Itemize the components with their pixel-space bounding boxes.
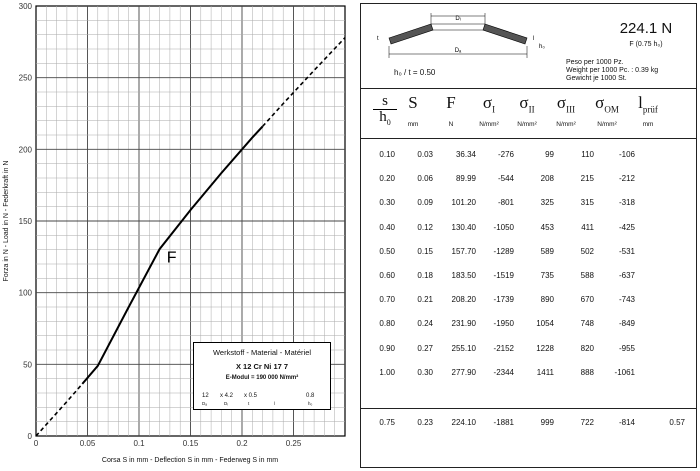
table-cell: 110 [581, 150, 594, 159]
table-cell: -2344 [493, 367, 514, 377]
table-cell: 208.20 [451, 295, 476, 305]
col-header-unit: mm [407, 121, 419, 129]
table-cell: 315 [580, 198, 594, 208]
weight-line-de: Gewicht je 1000 St. [566, 75, 627, 82]
dim-height-symbol: h₀ [308, 401, 313, 406]
table-cell: 0.40 [379, 222, 395, 232]
table-cell: 277.90 [451, 367, 476, 377]
x-axis-title: Corsa S in mm - Deflection S in mm - Federweg S in mm [101, 457, 279, 464]
table-cell: -2152 [493, 343, 514, 353]
table-cell: 748 [580, 319, 594, 329]
table-row [361, 344, 696, 358]
summary-divider [361, 408, 696, 409]
table-row [361, 368, 696, 382]
table-cell: -1739 [493, 295, 514, 305]
table-header [361, 4, 696, 89]
table-cell: 0.21 [417, 295, 433, 305]
x-tick-label: 0.05 [79, 439, 96, 448]
col-header-5 [587, 94, 627, 128]
table-cell: 99 [545, 150, 554, 159]
y-tick-label: 200 [18, 145, 32, 155]
table-cell: 0.03 [417, 150, 433, 159]
col-header-symbol: $\sigma_{OM}$ [595, 93, 619, 115]
table-cell: 890 [540, 295, 554, 305]
table-cell: 325 [540, 198, 554, 208]
profile-label-h: h₀ [539, 44, 545, 50]
table-cell: 588 [580, 271, 594, 280]
col-header-unit: N/mm² [479, 121, 499, 129]
table-cell: 0.20 [379, 174, 395, 184]
summary-cell: 0.57 [669, 418, 685, 427]
col-header-3 [507, 94, 547, 128]
table-cell: 453 [540, 222, 554, 232]
ratio-den-h: h [379, 109, 387, 125]
weight-line-it: Peso per 1000 Pz. [566, 59, 624, 66]
summary-cell: 722 [580, 418, 594, 427]
col-header-unit: N/mm² [517, 121, 537, 129]
table-cell: -212 [618, 174, 635, 184]
summary-cell: -814 [618, 418, 635, 427]
table-cell: 1054 [536, 319, 554, 329]
table-cell: 255.10 [451, 343, 476, 353]
series-label-f: F [166, 249, 177, 267]
table-cell: -531 [618, 246, 635, 256]
profile-label-l: l [533, 36, 535, 42]
table-cell: 1.00 [379, 367, 395, 377]
weight-line-en: Weight per 1000 Pc. : 0.39 kg [566, 67, 659, 74]
material-title: Werkstoff - Material - Matériel [212, 348, 312, 357]
material-emodul: E-Modul = 190 000 N/mm² [225, 375, 299, 381]
force-caption: F (0.75 h₀) [629, 41, 663, 48]
summary-row [361, 418, 696, 432]
height-thickness-ratio: h₀ / t = 0.50 [394, 68, 436, 77]
table-cell: 589 [540, 246, 554, 256]
table-cell: -955 [618, 343, 635, 353]
col-header-4 [546, 94, 586, 128]
table-cell: 0.18 [417, 271, 433, 280]
part-number: 224.1 N [619, 20, 673, 37]
table-cell: 208 [540, 174, 554, 184]
table-cell: 0.27 [417, 343, 433, 353]
table-cell: -801 [497, 198, 514, 208]
col-header-symbol: $\sigma_{II}$ [519, 93, 535, 115]
col-header-unit: mm [642, 121, 654, 129]
table-cell: -318 [618, 198, 635, 208]
table-cell: 0.50 [379, 246, 395, 256]
x-tick-label: 0 [33, 439, 39, 448]
spring-data-table [360, 3, 697, 468]
dim-length-symbol: l [274, 401, 275, 406]
profile-label-t: t [377, 36, 379, 42]
col-header-unit: N/mm² [556, 121, 576, 129]
table-cell: 215 [580, 174, 594, 184]
x-tick-label: 0.1 [133, 439, 145, 448]
y-tick-label: 150 [18, 217, 32, 226]
col-header-2 [469, 94, 509, 128]
col-header-symbol: F [446, 93, 456, 112]
table-cell: 888 [580, 367, 594, 377]
table-cell: -1519 [493, 271, 514, 280]
material-grade: X 12 Cr Ni 17 7 [235, 362, 289, 371]
x-tick-label: 0.15 [182, 439, 199, 448]
header-divider [361, 138, 696, 139]
table-cell: 0.15 [417, 246, 433, 256]
profile-label-di: Dᵢ [455, 16, 461, 22]
dim-outer-diameter: 12 [202, 393, 209, 399]
ratio-numerator: s [373, 94, 397, 110]
ratio-denominator [379, 109, 391, 125]
table-cell: -276 [497, 150, 514, 159]
table-cell: 0.09 [417, 198, 433, 208]
table-cell: 36.34 [455, 150, 476, 159]
y-tick-label: 100 [18, 288, 32, 298]
summary-cell: 224.10 [451, 418, 476, 427]
col-header-unit: N [448, 121, 454, 129]
dim-thickness-symbol: t [248, 401, 250, 406]
table-cell: 183.50 [451, 271, 476, 280]
table-cell: 1228 [536, 343, 554, 353]
summary-cell: 999 [540, 418, 554, 427]
y-tick-label: 300 [18, 2, 32, 11]
table-row [361, 247, 696, 261]
ratio-den-sub: 0 [386, 118, 391, 127]
col-header-symbol: S [408, 93, 418, 112]
table-cell: 0.70 [379, 295, 395, 305]
table-cell: 411 [581, 222, 594, 232]
table-cell: -1061 [614, 367, 635, 377]
table-cell: 0.80 [379, 319, 395, 329]
table-cell: 0.24 [417, 319, 433, 329]
table-cell: 101.20 [451, 198, 476, 208]
spring-profile-diagram [369, 10, 549, 62]
dim-height: 0.8 [306, 393, 315, 399]
dim-inner-diameter-symbol: Dᵢ [224, 401, 228, 406]
table-row [361, 174, 696, 188]
table-cell: 231.90 [451, 319, 476, 329]
material-info-box [193, 342, 331, 410]
y-tick-label: 0 [27, 432, 32, 441]
table-cell: 1411 [536, 367, 554, 377]
y-axis-title: Forza in N - Load in N - Federkraft in N [3, 160, 10, 282]
table-cell: 89.99 [455, 174, 476, 184]
x-tick-label: 0.25 [285, 439, 302, 448]
x-tick-label: 0.2 [236, 439, 248, 448]
col-header-1 [431, 94, 471, 128]
summary-cell: -1881 [493, 418, 514, 427]
table-cell: -637 [618, 271, 635, 280]
table-row [361, 198, 696, 212]
dim-inner-diameter: x 4.2 [220, 393, 234, 399]
table-cell: 0.90 [379, 343, 395, 353]
col-header-6 [628, 94, 668, 128]
table-cell: 0.60 [379, 271, 395, 280]
table-row [361, 295, 696, 309]
weight-info [566, 59, 658, 83]
table-cell: -425 [618, 222, 635, 232]
table-cell: -106 [618, 150, 635, 159]
dim-thickness: x 0.5 [244, 393, 258, 399]
table-cell: 130.40 [451, 222, 476, 232]
profile-label-de: Dₐ [454, 48, 462, 54]
table-row [361, 319, 696, 333]
table-cell: 502 [580, 246, 594, 256]
col-header-unit: N/mm² [597, 121, 617, 129]
table-cell: -849 [618, 319, 635, 329]
table-cell: 820 [580, 343, 594, 353]
col-header-0 [393, 94, 433, 128]
table-cell: 0.30 [379, 198, 395, 208]
table-cell: -1050 [493, 222, 514, 232]
table-cell: 0.10 [379, 150, 395, 159]
table-cell: 670 [580, 295, 594, 305]
y-tick-label: 250 [18, 73, 32, 83]
table-cell: -1950 [493, 319, 514, 329]
table-cell: 0.30 [417, 367, 433, 377]
y-tick-label: 50 [23, 360, 32, 370]
col-header-symbol: $\sigma_I$ [482, 93, 496, 115]
table-cell: 0.06 [417, 174, 433, 184]
table-cell: -743 [618, 295, 635, 305]
summary-cell: 0.23 [417, 418, 433, 427]
table-row [361, 223, 696, 237]
table-row [361, 150, 696, 164]
table-cell: -544 [497, 174, 514, 184]
table-cell: 157.70 [451, 246, 476, 256]
table-cell: 735 [540, 271, 554, 280]
table-cell: -1289 [493, 246, 514, 256]
col-header-symbol: $l_{prüf}$ [638, 93, 658, 115]
summary-cell: 0.75 [379, 418, 395, 427]
table-cell: 0.12 [417, 222, 433, 232]
dim-outer-diameter-symbol: Dₐ [202, 401, 207, 406]
col-header-symbol: $\sigma_{III}$ [556, 93, 576, 115]
table-row [361, 271, 696, 285]
